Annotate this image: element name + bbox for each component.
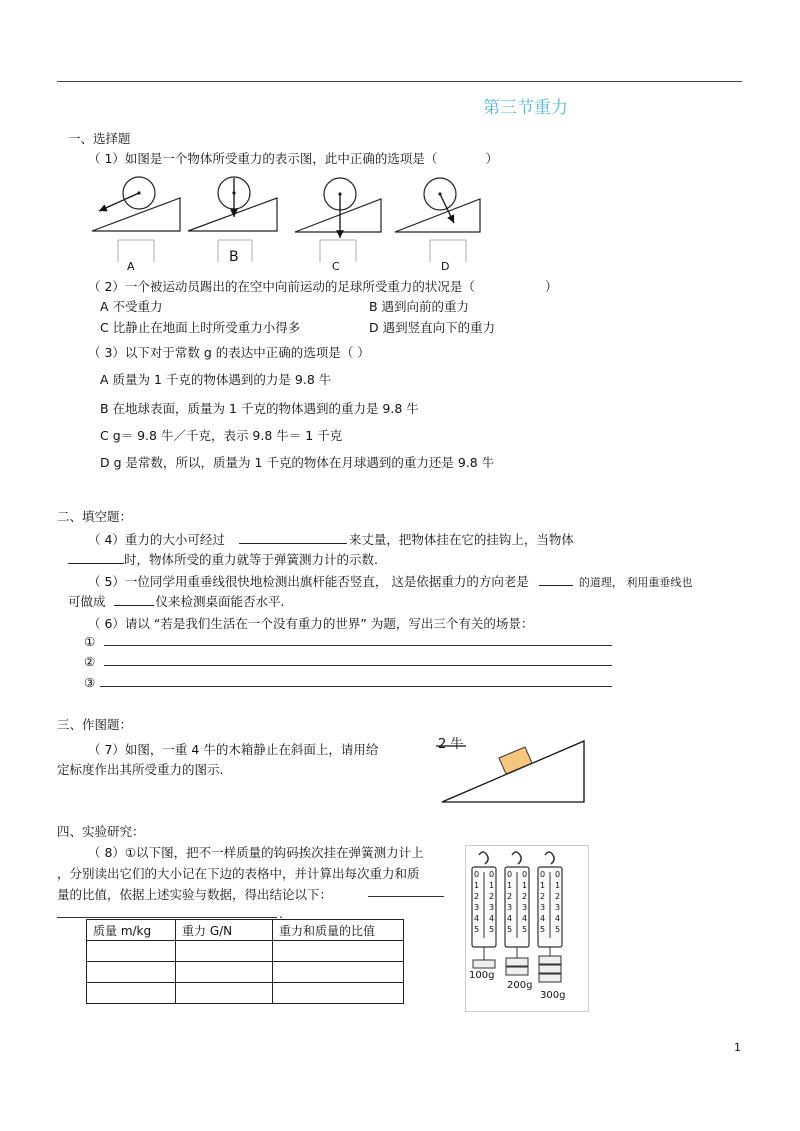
scale-digit: 5 xyxy=(540,925,546,934)
q3-option-a: A 质量为 1 千克的物体遇到的力是 9.8 牛 xyxy=(100,372,332,387)
q4-text-b: 来丈量，把物体挂在它的挂钩上，当物体 xyxy=(348,532,574,547)
scale-digit: 5 xyxy=(555,925,561,934)
q2-option-b: B 遇到向前的重力 xyxy=(369,299,470,314)
q7-line1: （ 7）如图，一重 4 牛的木箱静止在斜面上，请用给 xyxy=(88,742,379,757)
scale-label: 2 牛 xyxy=(438,737,464,752)
q3-stem: （ 3）以下对于常数 g 的表达中正确的选项是（ ） xyxy=(88,345,370,360)
q8-line2: ，分别读出它们的大小记在下边的表格中，并计算出每次重力和质 xyxy=(57,866,420,881)
scale-digit: 3 xyxy=(474,903,480,912)
scale-digit: 2 xyxy=(507,892,513,901)
scale-digit: 0 xyxy=(540,870,546,879)
q2-stem-text: （ 2）一个被运动员踢出的在空中向前运动的足球所受重力的状况是（ xyxy=(88,279,475,294)
scale-digit: 0 xyxy=(474,870,480,879)
section1-heading: 一、选择题 xyxy=(68,131,131,146)
label-d: D xyxy=(441,260,450,273)
q6-mark-3: ③ xyxy=(84,675,96,690)
q5-text-c: 可做成 xyxy=(68,594,106,609)
scale-digit: 5 xyxy=(522,925,528,934)
scale-digit: 0 xyxy=(489,870,495,879)
scale-digit: 0 xyxy=(555,870,561,879)
page-number: 1 xyxy=(734,1041,741,1054)
table-header-gravity: 重力 G/N xyxy=(176,920,273,941)
label-b: B xyxy=(229,249,239,265)
scale-digit: 4 xyxy=(522,914,528,923)
scale-digit: 4 xyxy=(474,914,480,923)
scale-digit: 0 xyxy=(522,870,528,879)
scale-digit: 0 xyxy=(507,870,513,879)
scale-digit: 1 xyxy=(489,881,495,890)
q3-option-d: D g 是常数，所以，质量为 1 千克的物体在月球遇到的重力还是 9.8 牛 xyxy=(100,455,495,470)
q2-option-a: A 不受重力 xyxy=(100,299,163,314)
label-a: A xyxy=(127,260,135,273)
scale-digit: 1 xyxy=(474,881,480,890)
scale-digit: 2 xyxy=(474,892,480,901)
table-header-mass: 质量 m/kg xyxy=(87,920,176,941)
q8-end-dot: . xyxy=(279,906,283,921)
q7-line2: 定标度作出其所受重力的图示. xyxy=(57,762,224,777)
q5-text-b: 的道理， 利用重垂线也 xyxy=(578,576,693,589)
scale-digit: 2 xyxy=(489,892,495,901)
mass-label-100: 100g xyxy=(469,970,495,981)
q5-text-d: 仪来检测桌面能否水平. xyxy=(155,594,285,609)
scale-digit: 2 xyxy=(522,892,528,901)
scale-digit: 1 xyxy=(555,881,561,890)
scale-digit: 5 xyxy=(489,925,495,934)
scale-digit: 4 xyxy=(507,914,513,923)
scale-digit: 5 xyxy=(474,925,480,934)
page-title: 第三节重力 xyxy=(483,98,568,118)
mass-label-300: 300g xyxy=(540,990,566,1001)
scale-digit: 3 xyxy=(489,903,495,912)
q1-close: ） xyxy=(485,151,498,166)
q5-text-a: （ 5）一位同学用重垂线很快地检测出旗杆能否竖直， 这是依据重力的方向老是 xyxy=(88,574,529,589)
scale-digit: 3 xyxy=(555,903,561,912)
q4-text-a: （ 4）重力的大小可经过 xyxy=(88,532,225,547)
q2-option-d: D 遇到竖直向下的重力 xyxy=(369,320,496,335)
scale-digit: 1 xyxy=(540,881,546,890)
q4-text-c: 时，物体所受的重力就等于弹簧测力计的示数. xyxy=(124,552,378,567)
scale-digit: 5 xyxy=(507,925,513,934)
scale-digit: 4 xyxy=(555,914,561,923)
q8-line1: （ 8）①以下图，把不一样质量的钩码挨次挂在弹簧测力计上 xyxy=(88,845,424,860)
q2-option-c: C 比静止在地面上时所受重力小得多 xyxy=(100,320,301,335)
section4-heading: 四、实验研究： xyxy=(57,824,145,839)
q8-line3: 量的比值，依据上述实验与数据，得出结论以下： xyxy=(57,887,333,902)
section2-heading: 二、填空题： xyxy=(57,509,133,524)
scale-digit: 4 xyxy=(489,914,495,923)
q3-option-c: C g＝ 9.8 牛／千克，表示 9.8 牛＝ 1 千克 xyxy=(100,428,343,443)
q6-mark-1: ① xyxy=(84,634,96,649)
scale-digit: 2 xyxy=(540,892,546,901)
table-header-ratio: 重力和质量的比值 xyxy=(273,920,404,941)
scale-digit: 4 xyxy=(540,914,546,923)
q1-stem-text: （ 1）如图是一个物体所受重力的表示图，此中正确的选项是（ xyxy=(88,151,438,166)
q6-mark-2: ② xyxy=(84,654,96,669)
scale-digit: 3 xyxy=(507,903,513,912)
section3-heading: 三、作图题： xyxy=(57,717,133,732)
q2-close: ） xyxy=(544,279,558,294)
scale-digit: 2 xyxy=(555,892,561,901)
label-c: C xyxy=(332,260,340,273)
scale-digit: 3 xyxy=(522,903,528,912)
scale-digit: 3 xyxy=(540,903,546,912)
mass-label-200: 200g xyxy=(507,980,533,991)
q6-stem: （ 6）请以 “若是我们生活在一个没有重力的世界” 为题，写出三个有关的场景： xyxy=(88,616,534,631)
scale-digit: 1 xyxy=(522,881,528,890)
scale-digit: 1 xyxy=(507,881,513,890)
q3-option-b: B 在地球表面，质量为 1 千克的物体遇到的重力是 9.8 牛 xyxy=(100,401,419,416)
